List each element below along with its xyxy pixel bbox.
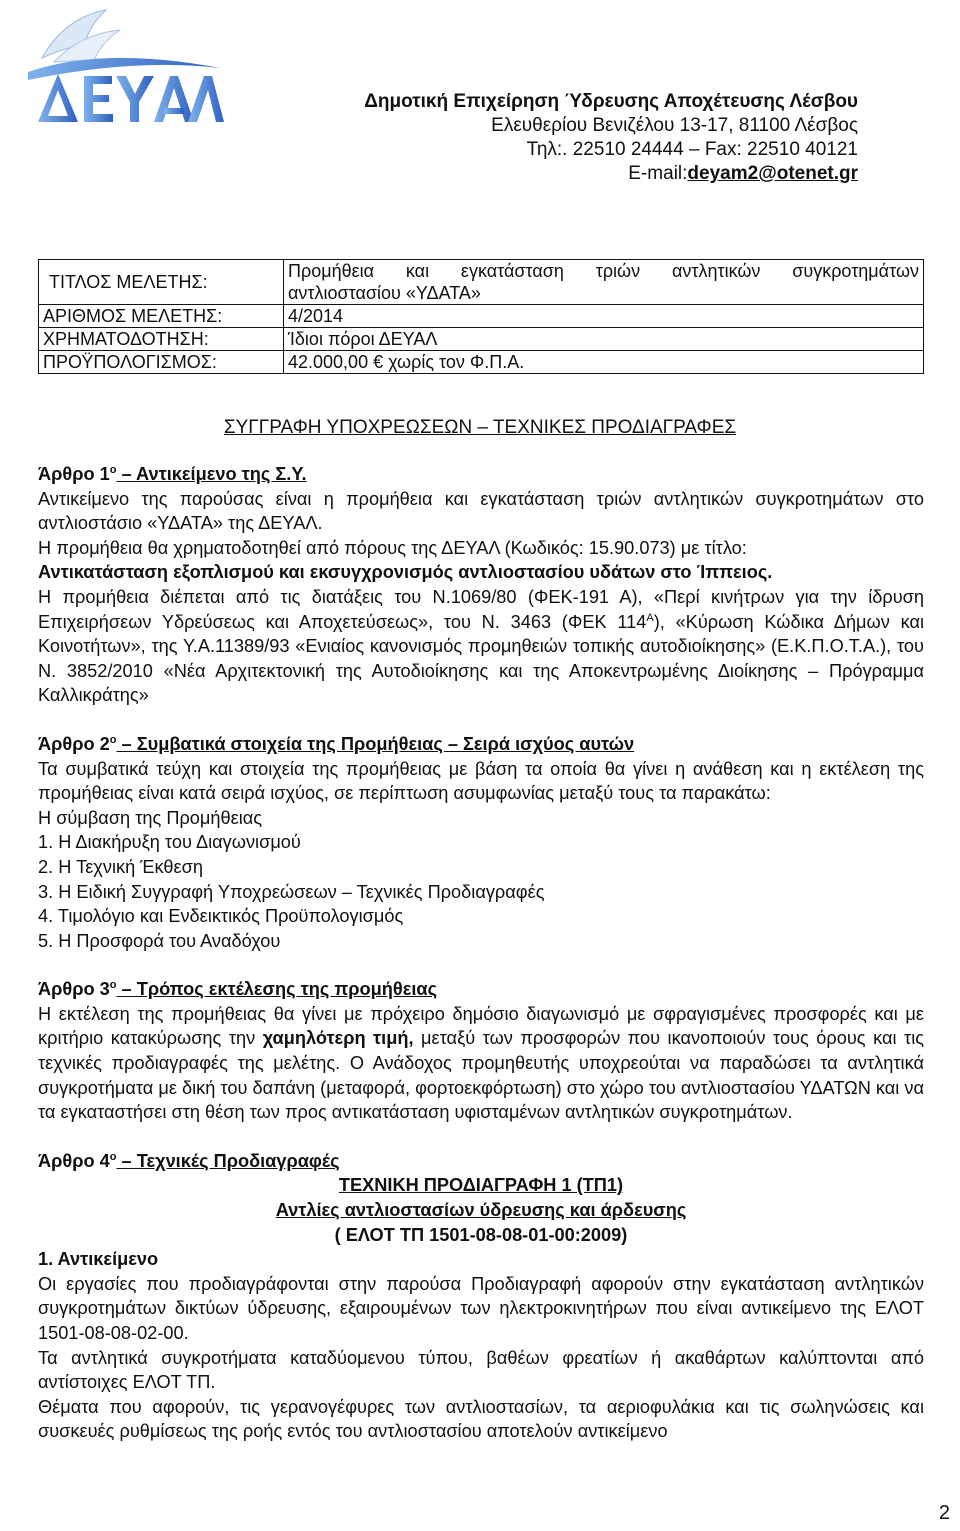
meta-value-line2: αντλιοστασίου «ΥΔΑΤΑ»: [288, 283, 481, 303]
meta-key: ΑΡΙΘΜΟΣ ΜΕΛΕΤΗΣ:: [39, 305, 284, 328]
article-4-heading: [38, 1149, 924, 1174]
table-row: [39, 260, 924, 305]
spec-title: ΤΕΧΝΙΚΗ ΠΡΟΔΙΑΓΡΑΦΗ 1 (ΤΠ1): [338, 1175, 624, 1196]
contract-documents-list: [38, 830, 924, 953]
article-label: Άρθρο 1: [38, 464, 110, 484]
org-address: Ελευθερίου Βενιζέλου 13-17, 81100 Λέσβος: [491, 115, 858, 136]
article-title: – Αντικείμενο της Σ.Υ.: [116, 464, 307, 484]
superscript: Α: [646, 611, 654, 624]
meta-key: ΠΡΟΫΠΟΛΟΓΙΣΜΟΣ:: [39, 351, 284, 374]
text-span: Η εκτέλεση της προμήθειας θα γίνει με πρόχειρο δημόσιο διαγωνισμό με σφραγισμένες προσφορές και με κριτήριο κατακύρωσης την: [38, 1003, 924, 1049]
meta-key: ΤΙΤΛΟΣ ΜΕΛΕΤΗΣ:: [39, 260, 284, 305]
deyal-logo: [24, 6, 224, 124]
org-header: [364, 90, 858, 186]
paragraph: Η προμήθεια θα χρηματοδοτηθεί από πόρους της ΔΕΥΑΛ (Κωδικός: 15.90.073) με τίτλο:: [38, 537, 747, 558]
article-1-heading: [38, 462, 924, 487]
text-span: ), «Κύρωση Κώδικα Δήμων και Κοινοτήτων», της Υ.Α.11389/93 «Ενιαίος κανονισμός προμηθειών τοπικής αυτοδιοίκησης» (Ε.Κ.Π.Ο.Τ.Α.), του Ν. 3852/2010 «Νέα Αρχιτεκτονική της Αυτοδιοίκησης και της Αποκεντρωμένης Διοίκησης – Πρόγραμμα Καλλικράτης»: [38, 611, 924, 706]
list-item: 4. Τιμολόγιο και Ενδεικτικός Προϋπολογισμός: [38, 906, 404, 927]
meta-value: [284, 260, 924, 305]
subsection-heading: 1. Αντικείμενο: [38, 1249, 159, 1270]
meta-value: 4/2014: [284, 305, 924, 328]
org-email-label: E-mail:: [628, 163, 688, 184]
org-email-link[interactable]: deyam2@otenet.gr: [687, 163, 858, 184]
spec-standard: ( ΕΛΟΤ ΤΠ 1501-08-08-01-00:2009): [334, 1224, 628, 1245]
spacer: [38, 953, 924, 977]
list-item: 2. Η Τεχνική Έκθεση: [38, 856, 203, 877]
meta-key: ΧΡΗΜΑΤΟΔΟΤΗΣΗ:: [39, 328, 284, 351]
list-item: 5. Η Προσφορά του Αναδόχου: [38, 930, 281, 951]
paragraph: Τα αντλητικά συγκροτήματα καταδύομενου τύπου, βαθέων φρεατίων ή ακαθάρτων καλύπτονται από αντίστοιχες ΕΛΟΤ ΤΠ.: [38, 1347, 924, 1393]
text-span: Η προμήθεια διέπεται από τις διατάξεις του Ν.1069/80 (ΦΕΚ-191 Α), «Περί κινήτρων για την ίδρυση Επιχειρήσεων Υδρεύσεως και Αποχετεύσεως», του Ν. 3463 (ΦΕΚ 114: [38, 586, 924, 632]
meta-value: 42.000,00 € χωρίς τον Φ.Π.Α.: [284, 351, 924, 374]
spacer: [38, 1125, 924, 1149]
spacer: [38, 708, 924, 732]
section-title: ΣΥΓΓΡΑΦΗ ΥΠΟΧΡΕΩΣΕΩΝ – ΤΕΧΝΙΚΕΣ ΠΡΟΔΙΑΓΡΑΦΕΣ: [223, 417, 737, 438]
meta-value: Ίδιοι πόροι ΔΕΥΑΛ: [284, 328, 924, 351]
org-email-line: [364, 162, 858, 186]
page-number: 2: [938, 1502, 950, 1524]
list-item: 1. Η Διακήρυξη του Διαγωνισμού: [38, 832, 301, 853]
paragraph: Τα συμβατικά τεύχη και στοιχεία της προμήθειας με βάση τα οποία θα γίνει η ανάθεση και η εκτέλεση της προμήθειας είναι κατά σειρά ισχύος, σε περίπτωση ασυμφωνίας μεταξύ τους τα παρακάτω:: [38, 758, 924, 804]
paragraph: Αντικείμενο της παρούσας είναι η προμήθεια και εγκατάσταση τριών αντλητικών συγκροτημάτων στο αντλιοστάσιο «ΥΔΑΤΑ» της ΔΕΥΑΛ.: [38, 488, 924, 534]
table-row: [39, 328, 924, 351]
paragraph: Θέματα που αφορούν, τις γερανογέφυρες των αντλιοστασίων, τα αεριοφυλάκια και τις σωληνώσεις και συσκευές ρυθμίσεως της ροής εντός του αντλιοστασίου αποτελούν αντικείμενο: [38, 1396, 924, 1442]
article-title: – Τρόπος εκτέλεσης της προμήθειας: [116, 979, 438, 1000]
paragraph: [38, 1002, 924, 1125]
study-metadata-table: [38, 259, 924, 374]
ordinal-sup: ο: [109, 1150, 117, 1163]
text-span: μεταξύ των προσφορών που ικανοποιούν τους όρους και τις τεχνικές προδιαγραφές της μελέτης. Ο Ανάδοχος προμηθευτής υποχρεούται να παραδώσει τα αντλητικά συγκροτήματα με δική του δαπάνη (μεταφορά, φορτοεκφόρτωση) στο χώρο του αντλιοστασίου ΥΔΑΤΩΝ και να τα εγκαταστήσει στη θέση των προς αντικατάσταση υφισταμένων αντλητικών συγκροτημάτων.: [38, 1028, 924, 1123]
spec-subtitle: Αντλίες αντλιοστασίων ύδρευσης και άρδευσης: [275, 1200, 687, 1221]
document-body: [38, 462, 924, 1444]
table-row: [39, 305, 924, 328]
bold-span: χαμηλότερη τιμή,: [262, 1028, 414, 1049]
ordinal-sup: ο: [109, 463, 117, 476]
table-row: [39, 351, 924, 374]
article-2-heading: [38, 732, 924, 757]
paragraph: Η σύμβαση της Προμήθειας: [38, 807, 263, 828]
ordinal-sup: ο: [109, 733, 117, 746]
meta-value-line1: Προμήθεια και εγκατάσταση τριών αντλητικών συγκροτημάτων: [288, 261, 919, 281]
paragraph: [38, 585, 924, 708]
article-label: Άρθρο 4: [38, 1150, 110, 1171]
article-title: – Τεχνικές Προδιαγραφές: [116, 1150, 340, 1171]
org-phone: Τηλ:. 22510 24444 – Fax: 22510 40121: [526, 139, 858, 160]
article-label: Άρθρο 2: [38, 733, 110, 754]
org-name: Δημοτική Επιχείρηση Ύδρευσης Αποχέτευσης Λέσβου: [364, 91, 858, 112]
article-3-heading: [38, 977, 924, 1002]
ordinal-sup: ο: [109, 979, 117, 992]
paragraph: Οι εργασίες που προδιαγράφονται στην παρούσα Προδιαγραφή αφορούν στην εγκατάσταση αντλητικών συγκροτημάτων δικτύων ύδρευσης, εξαιρουμένων των ηλεκτροκινητήρων που είναι αντικείμενο της ΕΛΟΤ 1501-08-08-02-00.: [38, 1273, 924, 1343]
article-title: – Συμβατικά στοιχεία της Προμήθειας – Σειρά ισχύος αυτών: [116, 733, 635, 754]
article-label: Άρθρο 3: [38, 979, 110, 1000]
logo-graphic: [24, 6, 224, 124]
list-item: 3. Η Ειδική Συγγραφή Υποχρεώσεων – Τεχνικές Προδιαγραφές: [38, 881, 545, 902]
paragraph-bold: Αντικατάσταση εξοπλισμού και εκσυγχρονισμός αντλιοστασίου υδάτων στο Ίππειος.: [38, 562, 773, 583]
